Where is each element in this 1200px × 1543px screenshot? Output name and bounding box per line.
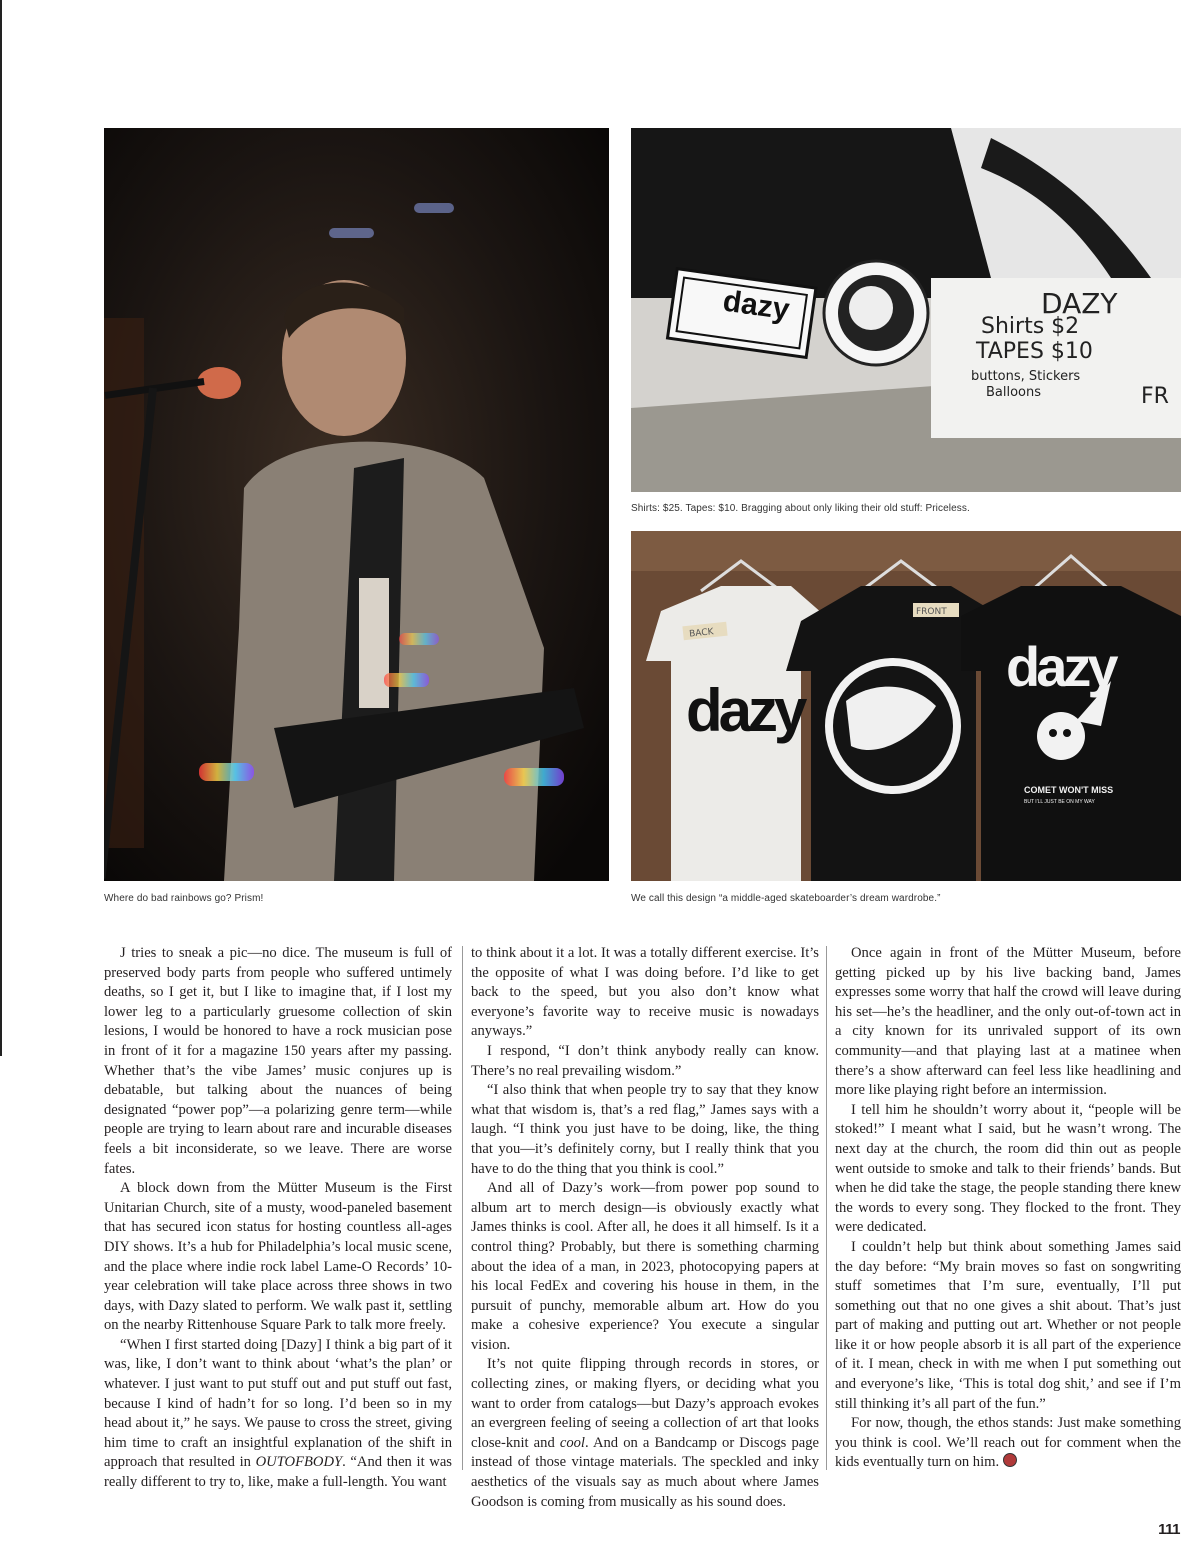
column-rule: [462, 946, 463, 1470]
paragraph: And all of Dazy’s work—from power pop sound to album art to merch design—is obviously exactly what James thinks is cool. After all, he does it all himself. Is it a control thing? Probably, but there is something charming about the idea of a man, in 2023, photocopying papers at his local FedEx and covering his house in them, in the pursuit of punchy, memorable album art. How do you make a cohesive experience? You execute a singular vision.: [471, 1180, 819, 1353]
singer-photo: [104, 128, 609, 881]
paragraph: “When I first started doing [Dazy] I think a big part of it was, like, I don’t want to think about ‘what’s the plan’ or whatever. I just want to put stuff out and put stuff out fast, because I kind of hadn’t for so long. I’d been so in my head about it,” he says. We pause to cross the street, giving him time to craft an insightful explanation of the shift in approach that resulted in OUTOFBODY. “And then it was really different to try to, like, make a full-length. You want: [104, 1336, 452, 1491]
comet-text: COMET WON'T MISS: [1024, 785, 1114, 795]
sign-line-3: TAPES $10: [976, 339, 1093, 364]
paragraph: For now, though, the ethos stands: Just make something you think is cool. We’ll reach out for comment when the kids eventually turn on him.: [835, 1415, 1181, 1471]
edge-rule: [0, 0, 2, 1056]
article-column-3: [835, 944, 1181, 1473]
paragraph: It’s not quite flipping through records in stores, or collecting zines, or making flyers, or deciding what you want to order from catalogs—but Dazy’s approach evokes an evergreen feeling of seeing a collection of art that looks close-knit and cool. And on a Bandcamp or Discogs page instead of those vintage materials. The speckled and inky aesthetics of the visuals say as much about where James Goodson is coming from musically as his sound does.: [471, 1356, 819, 1510]
sign-line-6: FR: [1141, 384, 1169, 409]
merch-table-photo: [631, 128, 1181, 492]
sign-line-2: Shirts $2: [981, 314, 1080, 339]
end-mark-icon: [1003, 1453, 1017, 1467]
paragraph: “I also think that when people try to say that they know what that wisdom is, that’s a red flag,” James says with a laugh. “I think you just have to be doing, like, the thing that you—it’s definitely corny, but I really think that you have to do the thing that you think is cool.”: [471, 1082, 819, 1177]
paragraph: to think about it a lot. It was a totally different exercise. It’s the opposite of what I was doing before. I’d like to get back to the speed, but you also don’t know what everyone’s favorite way to receive music is nowadays anyways.”: [471, 945, 819, 1040]
comet-subtext: BUT I'LL JUST BE ON MY WAY: [1024, 799, 1095, 805]
column-rule: [826, 946, 827, 1470]
sticker-text: dazy: [720, 284, 792, 327]
merch-photo-caption: Shirts: $25. Tapes: $10. Bragging about only liking their old stuff: Priceless.: [631, 503, 970, 514]
singer-photo-caption: Where do bad rainbows go? Prism!: [104, 893, 264, 904]
sign-line-5: Balloons: [986, 385, 1042, 400]
article-column-1: [104, 944, 452, 1493]
shirt-tag-front: FRONT: [916, 607, 947, 617]
sign-line-1: DAZY: [1041, 287, 1118, 320]
album-title: OUTOFBODY: [255, 1454, 343, 1471]
paragraph: I couldn’t help but think about something James said the day before: “My brain moves so fast on songwriting stuff sometimes that I’m sure, eventually, I’ll put something out that no one gives a shit about. That’s just part of making and putting out art. Whether or not people like it or how people absorb it is all part of the experience of it. I mean, check in with me when I put something out and everyone’s like, ‘This is total dog shit,’ and see if I’m still thinking it’s all part of the fun.”: [835, 1238, 1181, 1412]
shirts-photo-caption: We call this design “a middle-aged skateboarder’s dream wardrobe.”: [631, 893, 941, 904]
black-shirt-logo: dazy: [1006, 635, 1115, 698]
shirts-photo: [631, 531, 1181, 881]
paragraph: Once again in front of the Mütter Museum, before getting picked up by his live backing band, James expresses some worry that half the crowd will leave during his set—he’s the headliner, and the only out-of-town act in a city known for its unrivaled support of its own community—and that playing last at a matinee when there’s a show afterward can feel less like headlining and more like playing right before an intermission.: [835, 945, 1181, 1099]
paragraph: I respond, “I don’t think anybody really can know. There’s no real prevailing wisdom.”: [471, 1042, 819, 1079]
page-number: 111: [1158, 1521, 1180, 1538]
article-column-2: [471, 944, 819, 1512]
paragraph: I tell him he shouldn’t worry about it, “people will be stoked!” I meant what I said, but he wasn’t wrong. The next day at the church, the room did thin out as people went outside to smoke and talk to their friends’ bands. But when he did take the stage, the people standing there knew the words to every song. They flocked to the front. They were dedicated.: [835, 1101, 1181, 1236]
paragraph: A block down from the Mütter Museum is the First Unitarian Church, site of a musty, wood-paneled basement that has secured icon status for hosting countless all-ages DIY shows. It’s a hub for Philadelphia’s local music scene, and the place where indie rock label Lame-O Records’ 10-year celebration will take place across three shows in two days, with Dazy slated to perform. We walk past it, settling on the nearby Rittenhouse Square Park to talk more freely.: [104, 1180, 452, 1334]
white-shirt-logo: dazy: [686, 677, 804, 744]
shirt-tag-back: BACK: [688, 627, 715, 640]
sign-line-4: buttons, Stickers: [971, 369, 1081, 384]
paragraph: J tries to sneak a pic—no dice. The museum is full of preserved body parts from people who suffered untimely deaths, so I get it, but I like to imagine that, if I lost my lower leg to a particularly gruesome collection of skin lesions, I would be honored to have a rock musician pose in front of it for a magazine 150 years after my passing. Whether that’s the vibe James’ music conjures up is debatable, but talking about the nuances of being designated “power pop”—a polarizing genre term—while people are trying to learn about rare and incurable diseases feels a bit inconsiderate, so we leave. There are worse fates.: [104, 945, 452, 1177]
